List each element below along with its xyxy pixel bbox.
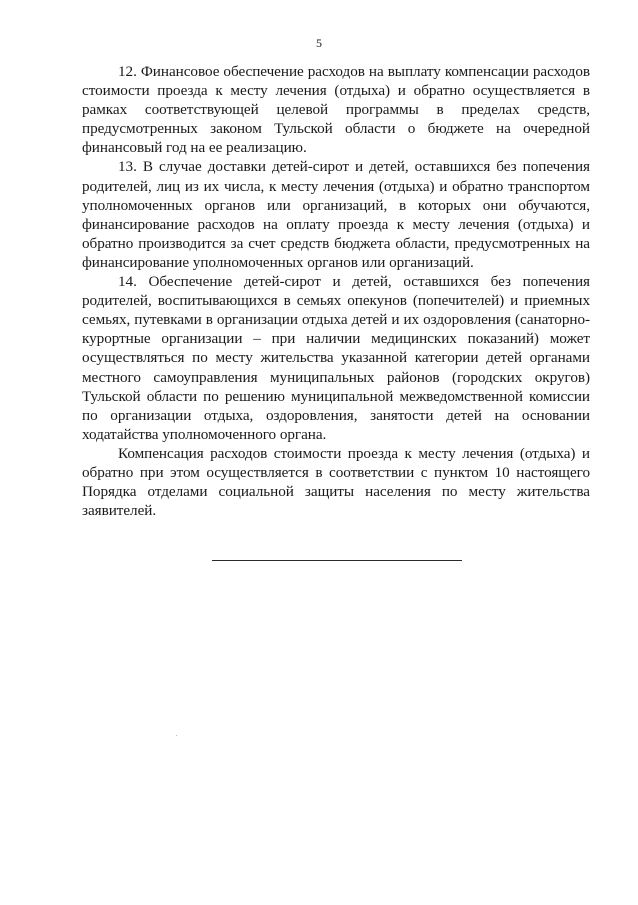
end-of-document-rule — [212, 560, 462, 561]
document-body — [82, 62, 590, 520]
scan-speck — [176, 735, 177, 736]
paragraph-compensation: Компенсация расходов стоимости проезда к месту лечения (отдыха) и обратно при этом осуществляется в соответствии с пунктом 10 настоящего Порядка отделами социальной защиты населения по месту жительства заявителей. — [82, 444, 590, 520]
paragraph-12: 12. Финансовое обеспечение расходов на выплату компенсации расходов стоимости проезда к месту лечения (отдыха) и обратно осуществляется в рамках соответствующей целевой программы в пределах средств, предусмотренных законом Тульской области о бюджете на очередной финансовый год на ее реализацию. — [82, 63, 590, 157]
page-number: 5 — [316, 36, 322, 50]
paragraph-13: 13. В случае доставки детей-сирот и детей, оставшихся без попечения родителей, лиц из их числа, к месту лечения (отдыха) и обратно транспортом уполномоченных органов или организаций, в которых они обучаются, финансирование расходов на оплату проезда к месту лечения (отдыха) и обратно производится за счет средств бюджета области, предусмотренных на финансирование уполномоченных органов или организаций. — [82, 158, 590, 271]
paragraph-14: 14. Обеспечение детей-сирот и детей, оставшихся без попечения родителей, воспитывающихся в семьях опекунов (попечителей) и приемных семьях, путевками в организации отдыха детей и их оздоровления (санаторно-курортные организации – при наличии медицинских показаний) может осуществляться по месту жительства указанной категории детей органами местного самоуправления муниципальных районов (городских округов) Тульской области по решению муниципальной межведомственной комиссии по организации отдыха, оздоровления, занятости детей на основании ходатайства уполномоченного органа. — [82, 273, 590, 443]
